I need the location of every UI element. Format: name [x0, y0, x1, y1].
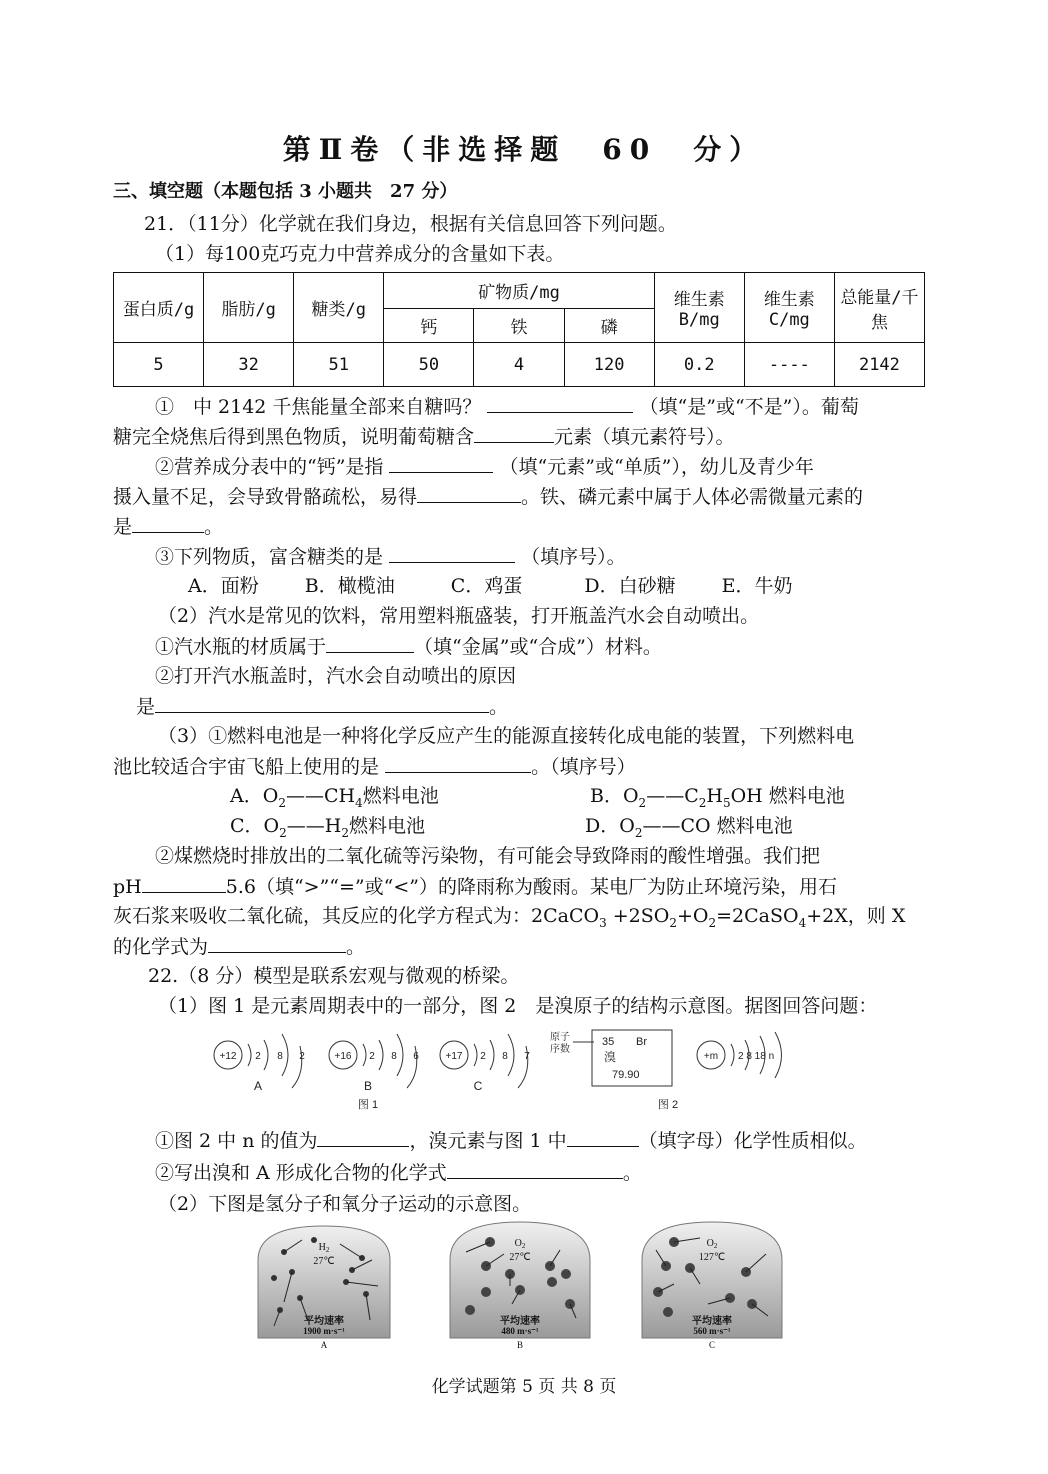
svg-text:2: 2 [299, 1051, 305, 1062]
q21-intro: 21．（11分）化学就在我们身边，根据有关信息回答下列问题。 [144, 213, 677, 235]
q21-part1: （1）每100克巧克力中营养成分的含量如下表。 [155, 243, 565, 265]
svg-text:6: 6 [413, 1051, 419, 1062]
molecule-motion-figure [254, 1220, 794, 1352]
header-fat: 脂肪/g [204, 273, 294, 343]
svg-text:2: 2 [369, 1051, 375, 1062]
option-e: E．牛奶 [721, 575, 793, 597]
q22-part2: （2）下图是氢分子和氧分子运动的示意图。 [158, 1193, 532, 1215]
cell-phosphorus: 120 [564, 343, 654, 387]
cell-energy: 2142 [834, 343, 924, 387]
beaker-a [258, 1226, 390, 1350]
svg-text:C: C [708, 1340, 716, 1350]
svg-text:35: 35 [602, 1036, 615, 1048]
svg-text:480 m·s⁻¹: 480 m·s⁻¹ [501, 1326, 539, 1336]
svg-text:序数: 序数 [550, 1044, 570, 1055]
answer-blank[interactable] [487, 392, 633, 413]
option-c: C．鸡蛋 [450, 575, 523, 597]
header-phosphorus: 磷 [564, 309, 654, 343]
cell-calcium: 50 [384, 343, 474, 387]
q21-part2: （2）汽水是常见的饮料，常用塑料瓶盛装，打开瓶盖汽水会自动喷出。 [158, 605, 760, 627]
beaker-b [450, 1222, 590, 1350]
svg-text:H2: $H_2$ [318, 1242, 330, 1254]
q22-intro: 22.（8 分）模型是联系宏观与微观的桥梁。 [148, 965, 520, 987]
header-mineral: 矿物质/mg [384, 273, 654, 309]
q21-line9: ②打开汽水瓶盖时，汽水会自动喷出的原因 [155, 665, 517, 687]
section-heading: 三、填空题（本题包括 3 小题共 27 分） [113, 181, 458, 202]
answer-blank[interactable] [208, 932, 346, 953]
svg-text:27℃: 27℃ [509, 1252, 531, 1263]
q21-line11: （3）①燃料电池是一种将化学反应产生的能源直接转化成电能的装置，下列燃料电 [158, 725, 855, 747]
answer-blank[interactable] [389, 542, 515, 563]
q21-line16: pH 5.6（填“>”“=”或“<”）的降雨称为酸雨。某电厂为防止环境污染，用石 [113, 872, 837, 901]
svg-text:溴: 溴 [604, 1050, 617, 1064]
answer-blank[interactable] [155, 692, 489, 713]
figure2-caption: 图 2 [657, 1099, 679, 1111]
svg-text:8: 8 [391, 1051, 397, 1062]
q21-line18: 的化学式为 。 [113, 932, 365, 961]
svg-text:79.90: 79.90 [612, 1069, 640, 1081]
svg-text:平均速率: 平均速率 [500, 1316, 540, 1327]
answer-blank[interactable] [567, 1126, 639, 1147]
svg-text:+16: +16 [334, 1051, 352, 1062]
svg-text:平均速率: 平均速率 [692, 1316, 732, 1327]
header-iron: 铁 [474, 309, 564, 343]
svg-text:27℃: 27℃ [313, 1256, 335, 1267]
q21-line2: 糖完全烧焦后得到黑色物质，说明葡萄糖含 元素（填元素符号）。 [113, 422, 735, 451]
q21-line1: ① 中 2142 千焦能量全部来自糖吗？ （填“是”或“不是”）。葡萄 [155, 392, 859, 421]
option-a: A．面粉 [188, 575, 259, 597]
svg-text:A: A [253, 1079, 263, 1093]
svg-text:原子: 原子 [550, 1032, 570, 1043]
q21-line5: 是 。 [113, 512, 223, 541]
atom-c [440, 1034, 530, 1093]
svg-text:+12: +12 [219, 1051, 237, 1062]
svg-text:8: 8 [277, 1051, 283, 1062]
answer-blank[interactable] [326, 632, 414, 653]
bromine-atom [697, 1032, 782, 1078]
answer-blank[interactable] [389, 452, 493, 473]
q21-line12: 池比较适合宇宙飞船上使用的是 。（填序号） [113, 752, 636, 781]
nutrition-table [113, 272, 925, 387]
answer-blank[interactable] [447, 1158, 623, 1179]
svg-text:2 8 18 n: 2 8 18 n [738, 1051, 775, 1062]
q21-options [188, 572, 793, 600]
svg-text:+m: +m [703, 1051, 719, 1062]
q21-line17: 灰石浆来吸收二氧化硫，其反应的化学方程式为：2CaCO$_3$ $+2SO_2+O_2=2CaSO_4+2X$，则 X [113, 905, 906, 930]
q22-part1: （1）图 1 是元素周期表中的一部分，图 2 是溴原子的结构示意图。据图回答问题： [158, 995, 878, 1017]
svg-text:560 m·s⁻¹: 560 m·s⁻¹ [693, 1326, 731, 1336]
header-sugar: 糖类/g [294, 273, 384, 343]
option-d: D．白砂糖 [584, 575, 676, 597]
cell-protein: 5 [114, 343, 204, 387]
header-energy: 总能量/千焦 [834, 273, 924, 343]
q21-line3: ②营养成分表中的“钙”是指 （填“元素”或“单质”），幼儿及青少年 [155, 452, 814, 481]
svg-text:平均速率: 平均速率 [304, 1316, 344, 1327]
svg-text:O2: $O_2$ [514, 1238, 526, 1250]
svg-text:Br: Br [636, 1036, 647, 1048]
beaker-c [642, 1222, 782, 1350]
cell-iron: 4 [474, 343, 564, 387]
answer-blank[interactable] [385, 752, 531, 773]
answer-blank[interactable] [132, 512, 204, 533]
q22-line1: ①图 2 中 n 的值为 ，溴元素与图 1 中 （填字母）化学性质相似。 [155, 1126, 867, 1155]
cell-sugar: 51 [294, 343, 384, 387]
svg-text:8: 8 [502, 1051, 508, 1062]
atom-b [329, 1034, 419, 1093]
page-footer: 化学试题第 5 页 共 8 页 [431, 1377, 617, 1397]
svg-text:O2: $O_2$ [706, 1238, 718, 1250]
svg-text:7: 7 [524, 1051, 530, 1062]
answer-blank[interactable] [142, 872, 226, 893]
q21-line15: ②煤燃烧时排放出的二氧化硫等污染物，有可能会导致降雨的酸性增强。我们把 [155, 845, 821, 867]
cell-vitamin-c: ---- [744, 343, 834, 387]
q22-line2: ②写出溴和 A 形成化合物的化学式 。 [155, 1158, 642, 1187]
fuel-cell-d: D．$O_2——CO$ 燃料电池 [585, 815, 793, 840]
header-calcium: 钙 [384, 309, 474, 343]
header-vitamin-c: 维生素C/mg [744, 273, 834, 343]
svg-text:1900 m·s⁻¹: 1900 m·s⁻¹ [303, 1326, 345, 1336]
volume-title: 第Ⅱ卷（非选择题 60 分） [282, 133, 766, 166]
fuel-cell-c: C．$O_2——H_2$燃料电池 [230, 815, 425, 840]
svg-text:127℃: 127℃ [698, 1252, 726, 1263]
svg-text:B: B [363, 1079, 373, 1093]
svg-text:2: 2 [255, 1051, 261, 1062]
header-protein: 蛋白质/g [114, 273, 204, 343]
cell-fat: 32 [204, 343, 294, 387]
q21-line10: 是 。 [136, 692, 508, 721]
figure1-caption: 图 1 [357, 1099, 379, 1111]
answer-blank[interactable] [317, 1126, 409, 1147]
answer-blank[interactable] [417, 482, 521, 503]
atom-structure-figure [200, 1024, 820, 1112]
fuel-cell-b: B．$O_2——C_2H_5OH$ 燃料电池 [590, 785, 845, 810]
svg-text:+17: +17 [445, 1051, 463, 1062]
bromine-element-card [550, 1030, 672, 1086]
svg-text:C: C [473, 1079, 483, 1093]
svg-text:A: A [320, 1340, 328, 1350]
fuel-cell-a: A．$O_2——CH_4$燃料电池 [230, 785, 439, 810]
option-b: B．橄榄油 [304, 575, 395, 597]
cell-vitamin-b: 0.2 [654, 343, 744, 387]
atom-a [214, 1034, 305, 1093]
q21-line4: 摄入量不足，会导致骨骼疏松，易得 。铁、磷元素中属于人体必需微量元素的 [113, 482, 863, 511]
svg-text:B: B [516, 1340, 524, 1350]
q21-line8: ①汽水瓶的材质属于 （填“金属”或“合成”）材料。 [155, 632, 662, 661]
header-vitamin-b: 维生素B/mg [654, 273, 744, 343]
answer-blank[interactable] [474, 422, 554, 443]
svg-text:2: 2 [480, 1051, 486, 1062]
q21-line6: ③下列物质，富含糖类的是 （填序号）。 [155, 542, 626, 571]
